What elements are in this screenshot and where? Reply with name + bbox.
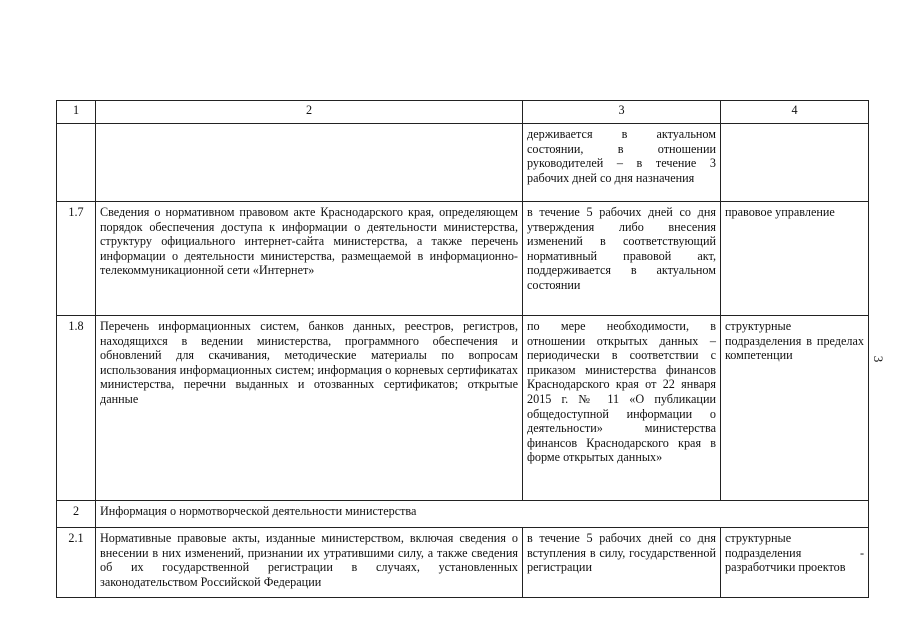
row-number: 1.7: [57, 202, 96, 316]
table-row: [57, 202, 869, 316]
header-cell: 2: [96, 101, 523, 124]
responsible-cell: правовое управление: [721, 202, 869, 316]
header-cell: 4: [721, 101, 869, 124]
header-cell: 3: [523, 101, 721, 124]
row-number: 2.1: [57, 528, 96, 598]
responsible-cell: [721, 124, 869, 202]
table-row: [57, 528, 869, 598]
table-row: [57, 124, 869, 202]
info-cell: Перечень информационных систем, банков данных, реестров, регистров, находящихся в ведении министерства, программного обеспечения и обновлений для скачивания, методические материалы по вопросам использования информационных систем; информация о корневых сертификатах министерства, перечни выданных и отозванных сертификатов; открытые данные: [96, 316, 523, 501]
table-row: [57, 316, 869, 501]
page-number: 3: [871, 355, 886, 363]
row-number: [57, 124, 96, 202]
header-cell: 1: [57, 101, 96, 124]
info-cell: [96, 124, 523, 202]
info-cell: Сведения о нормативном правовом акте Краснодарского края, определяющем порядок обеспечения доступа к информации о деятельности министерства, структуру официального интернет-сайта министерства, а также перечень информации о деятельности министерства, размещаемой в информационно-телекоммуникационной сети «Интернет»: [96, 202, 523, 316]
responsible-cell: структурные подразделения - разработчики проектов: [721, 528, 869, 598]
table-header-row: [57, 101, 869, 124]
section-row: [57, 501, 869, 528]
term-cell: держивается в актуальном состоянии, в отношении руководителей – в течение 3 рабочих дней со дня назначения: [523, 124, 721, 202]
info-cell: Нормативные правовые акты, изданные министерством, включая сведения о внесении в них изменений, признании их утратившими силу, а также сведения об их государственной регистрации в случаях, установленных законодательством Российской Федерации: [96, 528, 523, 598]
responsible-cell: структурные подразделения в пределах компетенции: [721, 316, 869, 501]
term-cell: в течение 5 рабочих дней со дня вступления в силу, государственной регистрации: [523, 528, 721, 598]
term-cell: по мере необходимости, в отношении открытых данных – периодически в соответствии с приказом министерства финансов Краснодарского края от 22 января 2015 г. № 11 «О публикации общедоступной информации о деятельности» министерства финансов Краснодарского края в форме открытых данных»: [523, 316, 721, 501]
row-number: 1.8: [57, 316, 96, 501]
section-title: Информация о нормотворческой деятельности министерства: [96, 501, 869, 528]
info-table: [56, 100, 869, 598]
term-cell: в течение 5 рабочих дней со дня утверждения либо внесения изменений в соответствующий нормативный правовой акт, поддерживается в актуальном состоянии: [523, 202, 721, 316]
row-number: 2: [57, 501, 96, 528]
